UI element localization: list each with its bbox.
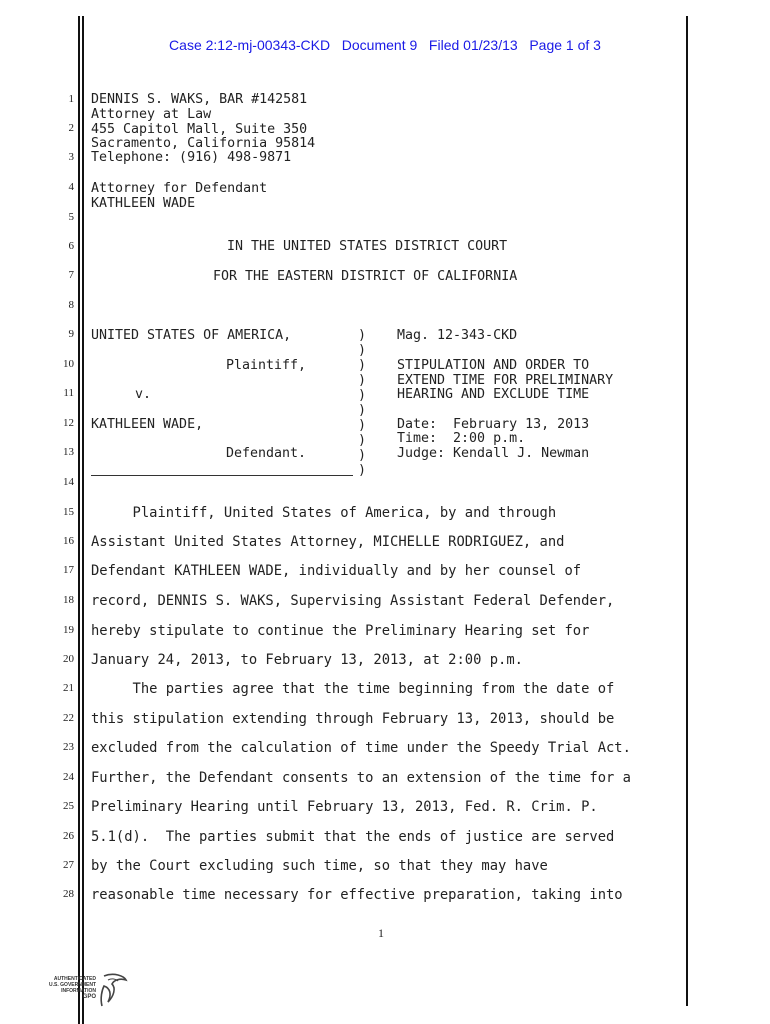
- document-title-line: HEARING AND EXCLUDE TIME: [397, 387, 590, 402]
- attorney-city: Sacramento, California 95814: [91, 136, 316, 151]
- line-number: 17: [63, 564, 74, 576]
- line-number: 9: [68, 328, 74, 340]
- left-margin-rule: [78, 16, 80, 1024]
- line-number: 22: [63, 712, 74, 724]
- page-number: 1: [378, 926, 384, 940]
- body-line: The parties agree that the time beginning from the date of: [91, 681, 615, 697]
- right-margin-rule: [686, 16, 688, 1006]
- body-line: this stipulation extending through February 13, 2013, should be: [91, 711, 615, 727]
- line-number: 4: [68, 181, 74, 193]
- case-number: Mag. 12-343-CKD: [397, 328, 518, 343]
- hearing-date: Date: February 13, 2013: [397, 417, 590, 432]
- defendant-name: KATHLEEN WADE,: [91, 417, 204, 432]
- line-number: 14: [63, 476, 74, 488]
- body-line: Further, the Defendant consents to an extension of the time for a: [91, 770, 631, 786]
- line-number: 18: [63, 594, 74, 606]
- line-number: 13: [63, 446, 74, 458]
- attorney-title: Attorney at Law: [91, 107, 212, 122]
- attorney-for: Attorney for Defendant: [91, 181, 268, 196]
- line-number: 27: [63, 859, 74, 871]
- body-line: 5.1(d). The parties submit that the ends of justice are served: [91, 829, 615, 845]
- plaintiff-role: Plaintiff,: [226, 358, 307, 373]
- line-number: 20: [63, 653, 74, 665]
- body-line: Preliminary Hearing until February 13, 2013, Fed. R. Crim. P.: [91, 799, 598, 815]
- document-title-line: EXTEND TIME FOR PRELIMINARY: [397, 373, 614, 388]
- attorney-name: DENNIS S. WAKS, BAR #142581: [91, 92, 308, 107]
- hearing-time: Time: 2:00 p.m.: [397, 431, 526, 446]
- line-number: 26: [63, 830, 74, 842]
- line-number: 10: [63, 358, 74, 370]
- caption-underline: [91, 475, 353, 476]
- court-name: IN THE UNITED STATES DISTRICT COURT: [227, 239, 508, 254]
- hearing-judge: Judge: Kendall J. Newman: [397, 446, 590, 461]
- seal-line: INFORMATION: [61, 988, 96, 994]
- line-number: 12: [63, 417, 74, 429]
- filing-header: Case 2:12-mj-00343-CKD Document 9 Filed 01/23/13 Page 1 of 3: [169, 37, 601, 53]
- body-line: record, DENNIS S. WAKS, Supervising Assistant Federal Defender,: [91, 593, 615, 609]
- left-margin-rule-inner: [82, 16, 84, 1024]
- body-line: reasonable time necessary for effective preparation, taking into: [91, 887, 623, 903]
- line-number: 7: [68, 269, 74, 281]
- line-number: 3: [68, 151, 74, 163]
- defendant-role: Defendant.: [226, 446, 307, 461]
- line-number: 19: [63, 624, 74, 636]
- versus: v.: [135, 387, 152, 402]
- plaintiff-name: UNITED STATES OF AMERICA,: [91, 328, 292, 343]
- body-line: Plaintiff, United States of America, by and through: [91, 505, 557, 521]
- seal-line: AUTHENTICATED: [53, 976, 96, 982]
- seal-line: GPO: [82, 994, 96, 1000]
- line-number: 23: [63, 741, 74, 753]
- body-line: January 24, 2013, to February 13, 2013, at 2:00 p.m.: [91, 652, 523, 668]
- body-line: hereby stipulate to continue the Preliminary Hearing set for: [91, 623, 590, 639]
- line-number: 5: [68, 211, 74, 223]
- line-number: 16: [63, 535, 74, 547]
- gpo-eagle-icon: [42, 970, 132, 1010]
- client-name: KATHLEEN WADE: [91, 196, 196, 211]
- court-district: FOR THE EASTERN DISTRICT OF CALIFORNIA: [213, 269, 518, 284]
- line-number: 6: [68, 240, 74, 252]
- body-line: excluded from the calculation of time under the Speedy Trial Act.: [91, 740, 631, 756]
- document-title-line: STIPULATION AND ORDER TO: [397, 358, 590, 373]
- seal-line: U.S. GOVERNMENT: [49, 982, 96, 988]
- body-line: Assistant United States Attorney, MICHELLE RODRIGUEZ, and: [91, 534, 565, 550]
- line-number: 1: [68, 93, 74, 105]
- line-number: 11: [63, 387, 74, 399]
- body-line: by the Court excluding such time, so that they may have: [91, 858, 548, 874]
- line-number: 8: [68, 299, 74, 311]
- caption-parens: ) ) ) ) ) ) ) ) ) ): [358, 328, 367, 478]
- line-number: 15: [63, 506, 74, 518]
- line-number: 2: [68, 122, 74, 134]
- body-line: Defendant KATHLEEN WADE, individually and by her counsel of: [91, 563, 582, 579]
- line-number: 24: [63, 771, 74, 783]
- line-number: 28: [63, 888, 74, 900]
- attorney-phone: Telephone: (916) 498-9871: [91, 150, 292, 165]
- line-number: 25: [63, 800, 74, 812]
- attorney-address: 455 Capitol Mall, Suite 350: [91, 122, 308, 137]
- line-number: 21: [63, 682, 74, 694]
